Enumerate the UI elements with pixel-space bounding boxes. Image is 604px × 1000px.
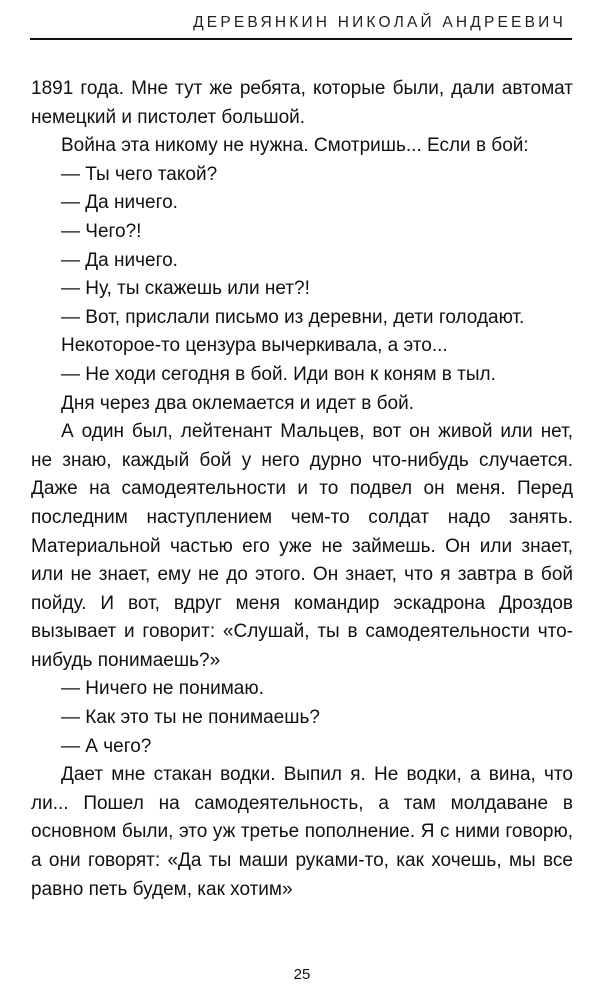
body-paragraph: — Ну, ты скажешь или нет?! — [61, 278, 310, 300]
body-paragraph: — Не ходи сегодня в бой. Иди вон к коням в тыл. — [61, 363, 496, 385]
body-paragraph: — Ты чего такой? — [61, 163, 218, 185]
body-paragraph: — Да ничего. — [61, 192, 178, 214]
body-paragraph: Война эта никому не нужна. Смотришь... Если в бой: — [61, 135, 529, 157]
body-paragraph: Дня через два оклемается и идет в бой. — [61, 392, 415, 414]
body-paragraph: А один был, лейтенант Мальцев, вот он живой или нет, не знаю, каждый бой у него дурно что-нибудь случается. Даже на самодеятельности и то подвел он меня. Перед последним наступлением чем-то солдат надо занять. Материальной частью его уже не займешь. Он или знает, или не знает, ему не до этого. Он знает, что я завтра в бой пойду. И вот, вдруг меня командир эскадрона Дроздов вызывает и говорит: «Слушай, ты в самодеятельности что-нибудь понимаешь?» — [31, 421, 573, 671]
body-paragraph: — Как это ты не понимаешь? — [61, 707, 320, 729]
body-paragraph: 1891 года. Мне тут же ребята, которые были, дали автомат немецкий и пистолет большой. — [31, 78, 573, 128]
body-paragraph: — Да ничего. — [61, 249, 178, 271]
body-paragraph: — Ничего не понимаю. — [61, 678, 264, 700]
body-paragraph: Дает мне стакан водки. Выпил я. Не водки, а вина, что ли... Пошел на самодеятельность, а там молдаване в основном были, это уж третье пополнение. Я с ними говорю, а они говорят: «Да ты маши руками-то, как хочешь, мы все равно петь будем, как хотим» — [31, 764, 573, 900]
body-paragraph: — Чего?! — [61, 220, 142, 242]
page-number: 25 — [293, 966, 311, 983]
page-body — [31, 75, 573, 904]
body-paragraph: — Вот, прислали письмо из деревни, дети голодают. — [61, 306, 525, 328]
body-paragraph: Некоторое-то цензура вычеркивала, а это... — [61, 335, 448, 357]
header-rule — [30, 38, 572, 40]
running-title: ДЕРЕВЯНКИН НИКОЛАЙ АНДРЕЕВИЧ — [193, 14, 566, 31]
body-paragraph: — А чего? — [61, 735, 152, 757]
